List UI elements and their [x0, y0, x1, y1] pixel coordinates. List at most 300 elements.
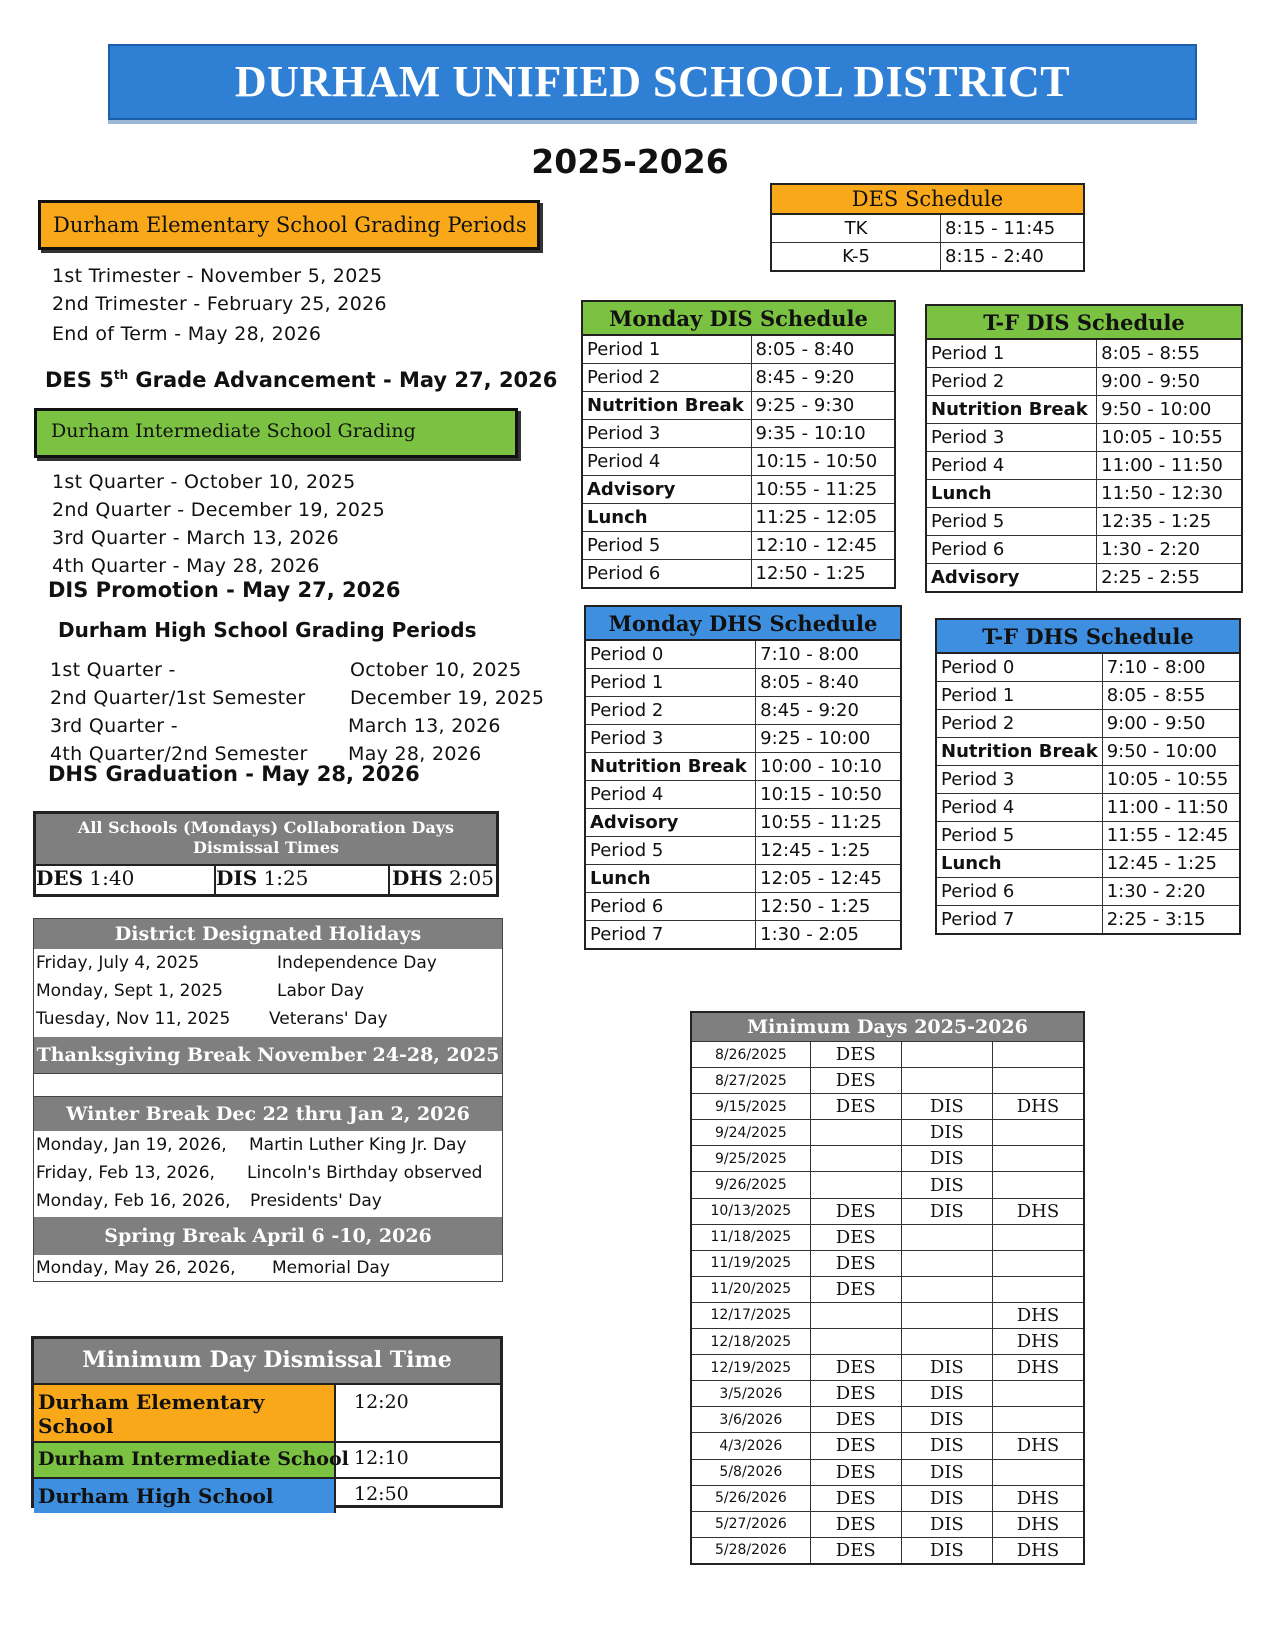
schedule-label: Period 0 [936, 653, 1102, 682]
dhs-grading-item [50, 712, 540, 740]
des-grading-item: 2nd Trimester - February 25, 2026 [52, 293, 387, 315]
minimum-day-school: DES [810, 1459, 901, 1485]
minimum-day-date: 10/13/2025 [691, 1198, 810, 1224]
minimum-day-school [992, 1381, 1084, 1407]
schedule-row [936, 850, 1240, 878]
schedule-label: Period 1 [582, 335, 751, 364]
minimum-day-date: 8/27/2025 [691, 1068, 810, 1094]
schedule-row [582, 392, 895, 420]
minimum-day-row [691, 1224, 1084, 1250]
schedule-label: Period 5 [936, 822, 1102, 850]
minimum-day-date: 11/19/2025 [691, 1250, 810, 1276]
schedule-time: 12:50 - 1:25 [751, 560, 895, 589]
holiday-name: Presidents' Day [250, 1191, 382, 1211]
minimum-day-school: DHS [992, 1094, 1084, 1120]
minimum-day-school [992, 1250, 1084, 1276]
minimum-day-row [691, 1094, 1084, 1120]
collab-dhs-time: 2:05 [449, 866, 494, 890]
schedule-row [582, 476, 895, 504]
holiday-row [34, 1131, 502, 1159]
schedule-label: Period 5 [582, 532, 751, 560]
minimum-day-row [691, 1329, 1084, 1355]
minimum-day-school [992, 1276, 1084, 1302]
dhs-grading-label: 4th Quarter/2nd Semester [50, 743, 308, 765]
schedule-time: 11:25 - 12:05 [751, 504, 895, 532]
minimum-day-row [691, 1120, 1084, 1146]
minimum-day-school [810, 1302, 901, 1328]
min-dismissal-row [34, 1385, 500, 1443]
minimum-day-school: DES [810, 1537, 901, 1564]
advancement-suffix: Grade Advancement - May 27, 2026 [128, 368, 558, 392]
school-year: 2025-2026 [531, 142, 729, 181]
minimum-day-school: DES [810, 1198, 901, 1224]
schedule-time: 9:35 - 10:10 [751, 420, 895, 448]
schedule-row [936, 906, 1240, 935]
schedule-label: Period 2 [926, 368, 1097, 396]
schedule-row [582, 504, 895, 532]
minimum-day-school: DES [810, 1407, 901, 1433]
schedule-label: Lunch [582, 504, 751, 532]
schedule-time: 10:55 - 11:25 [756, 809, 901, 837]
minimum-day-school: DES [810, 1485, 901, 1511]
minimum-day-date: 12/18/2025 [691, 1329, 810, 1355]
minimum-day-row [691, 1068, 1084, 1094]
minimum-day-school [992, 1172, 1084, 1198]
minimum-day-date: 9/26/2025 [691, 1172, 810, 1198]
schedule-time: 9:00 - 9:50 [1102, 710, 1240, 738]
minimum-day-row [691, 1276, 1084, 1302]
schedule-row [936, 653, 1240, 682]
minimum-day-school: DHS [992, 1329, 1084, 1355]
schedule-row [926, 339, 1242, 368]
schedule-label: Advisory [582, 476, 751, 504]
minimum-day-school: DIS [901, 1198, 992, 1224]
minimum-day-date: 12/17/2025 [691, 1302, 810, 1328]
schedule-label: Period 6 [936, 878, 1102, 906]
schedule-label: Period 6 [585, 893, 756, 921]
min-dismissal-title: Minimum Day Dismissal Time [34, 1339, 500, 1385]
minimum-day-school: DIS [901, 1120, 992, 1146]
schedule-label: Nutrition Break [582, 392, 751, 420]
schedule-label: Period 7 [585, 921, 756, 950]
winter-break: Winter Break Dec 22 thru Jan 2, 2026 [34, 1097, 502, 1131]
schedule-row [582, 364, 895, 392]
minimum-day-school: DIS [901, 1355, 992, 1381]
tf-dis-title: T-F DIS Schedule [926, 305, 1242, 339]
schedule-row [936, 682, 1240, 710]
schedule-row [936, 738, 1240, 766]
minimum-day-school [992, 1042, 1084, 1068]
schedule-row [585, 725, 901, 753]
min-dismissal-row [34, 1443, 500, 1479]
minimum-day-school: DIS [901, 1381, 992, 1407]
minimum-day-school [992, 1120, 1084, 1146]
schedule-time: 12:10 - 12:45 [751, 532, 895, 560]
minimum-day-school: DES [810, 1250, 901, 1276]
schedule-row [585, 837, 901, 865]
minimum-day-school [901, 1068, 992, 1094]
min-dismissal-row [34, 1479, 500, 1513]
minimum-day-date: 3/6/2026 [691, 1407, 810, 1433]
dhs-grading-list [50, 656, 545, 768]
collab-des-label: DES [36, 866, 84, 890]
min-dismissal-box [31, 1336, 503, 1508]
minimum-day-school [992, 1459, 1084, 1485]
schedule-row [926, 424, 1242, 452]
schedule-label: Advisory [926, 564, 1097, 593]
advancement-sup: th [113, 368, 129, 382]
schedule-time: 7:10 - 8:00 [1102, 653, 1240, 682]
schedule-label: Period 4 [585, 781, 756, 809]
schedule-row [585, 781, 901, 809]
schedule-row [936, 766, 1240, 794]
schedule-label: Period 4 [582, 448, 751, 476]
minimum-day-school: DHS [992, 1485, 1084, 1511]
minimum-day-school [901, 1250, 992, 1276]
minimum-day-school: DHS [992, 1302, 1084, 1328]
holidays-title: District Designated Holidays [34, 919, 502, 949]
dhs-grading-date: May 28, 2026 [348, 743, 482, 765]
schedule-label: Period 2 [585, 697, 756, 725]
schedule-label: Period 2 [936, 710, 1102, 738]
schedule-time: 12:45 - 1:25 [756, 837, 901, 865]
holiday-name: Martin Luther King Jr. Day [249, 1135, 467, 1155]
minimum-day-school: DHS [992, 1537, 1084, 1564]
minimum-day-date: 11/20/2025 [691, 1276, 810, 1302]
schedule-time: 9:25 - 9:30 [751, 392, 895, 420]
schedule-row [585, 893, 901, 921]
minimum-day-school: DIS [901, 1094, 992, 1120]
schedule-label: Period 3 [582, 420, 751, 448]
minimum-day-row [691, 1198, 1084, 1224]
schedule-time: 11:00 - 11:50 [1097, 452, 1242, 480]
schedule-row [582, 335, 895, 364]
minimum-day-row [691, 1146, 1084, 1172]
minimum-day-date: 8/26/2025 [691, 1042, 810, 1068]
schedule-time: 7:10 - 8:00 [756, 640, 901, 669]
schedule-row [585, 640, 901, 669]
schedule-time: 1:30 - 2:20 [1097, 536, 1242, 564]
des-advancement [45, 368, 557, 392]
min-dismissal-school: Durham Intermediate School [34, 1443, 336, 1477]
minimum-day-date: 9/25/2025 [691, 1146, 810, 1172]
minimum-day-row [691, 1250, 1084, 1276]
des-grading-title: Durham Elementary School Grading Periods [53, 213, 527, 237]
holiday-name: Memorial Day [272, 1258, 390, 1278]
minimum-day-school: DIS [901, 1433, 992, 1459]
dis-grading-item: 2nd Quarter - December 19, 2025 [52, 499, 386, 521]
schedule-time: 8:05 - 8:55 [1097, 339, 1242, 368]
des-grading-header [38, 200, 540, 250]
dhs-grading-date: March 13, 2026 [348, 715, 501, 737]
minimum-day-school [992, 1068, 1084, 1094]
minimum-day-date: 5/27/2026 [691, 1511, 810, 1537]
schedule-row [926, 480, 1242, 508]
collab-des-time: 1:40 [89, 866, 135, 890]
schedule-time: 2:25 - 2:55 [1097, 564, 1242, 593]
schedule-row [585, 809, 901, 837]
holidays-box [33, 918, 503, 1282]
schedule-time: 10:55 - 11:25 [751, 476, 895, 504]
minimum-day-row [691, 1459, 1084, 1485]
minimum-day-row [691, 1381, 1084, 1407]
schedule-row [582, 532, 895, 560]
schedule-label: Period 1 [926, 339, 1097, 368]
dhs-grading-label: 2nd Quarter/1st Semester [50, 687, 306, 709]
schedule-label: Nutrition Break [926, 396, 1097, 424]
schedule-row [926, 536, 1242, 564]
tf-dhs-schedule-table [935, 618, 1241, 935]
minimum-days-table [690, 1011, 1085, 1565]
min-dismissal-school: Durham High School [34, 1479, 336, 1513]
schedule-time: 8:05 - 8:40 [756, 669, 901, 697]
minimum-day-school [992, 1146, 1084, 1172]
minimum-day-school [901, 1329, 992, 1355]
minimum-day-school: DIS [901, 1407, 992, 1433]
minimum-day-row [691, 1172, 1084, 1198]
schedule-time: 12:50 - 1:25 [756, 893, 901, 921]
holiday-date: Tuesday, Nov 11, 2025 [36, 1009, 231, 1029]
advancement-prefix: DES 5 [45, 368, 114, 392]
minimum-day-row [691, 1485, 1084, 1511]
schedule-time: 11:55 - 12:45 [1102, 822, 1240, 850]
schedule-time: 10:05 - 10:55 [1097, 424, 1242, 452]
minimum-day-school: DES [810, 1068, 901, 1094]
tf-dhs-title: T-F DHS Schedule [936, 619, 1240, 653]
minimum-day-date: 5/28/2026 [691, 1537, 810, 1564]
schedule-row [585, 921, 901, 950]
holiday-date: Monday, May 26, 2026, [36, 1258, 236, 1278]
thanksgiving-break: Thanksgiving Break November 24-28, 2025 [34, 1037, 502, 1073]
district-title: DURHAM UNIFIED SCHOOL DISTRICT [234, 57, 1071, 106]
schedule-row [926, 368, 1242, 396]
schedule-time: 8:15 - 2:40 [941, 243, 1085, 272]
schedule-row [585, 865, 901, 893]
collab-dhs-label: DHS [392, 866, 443, 890]
schedule-row [936, 822, 1240, 850]
holiday-date: Monday, Feb 16, 2026, [36, 1191, 231, 1211]
collab-dhs [392, 866, 496, 896]
min-dismissal-school: Durham Elementary School [34, 1385, 336, 1441]
minimum-day-school [810, 1329, 901, 1355]
schedule-label: Period 7 [936, 906, 1102, 935]
minimum-day-school: DIS [901, 1537, 992, 1564]
schedule-time: 8:45 - 9:20 [751, 364, 895, 392]
schedule-row [585, 669, 901, 697]
dis-grading-item: 3rd Quarter - March 13, 2026 [52, 527, 339, 549]
holiday-date: Friday, July 4, 2025 [36, 953, 200, 973]
dhs-grading-label: 3rd Quarter - [50, 715, 178, 737]
minimum-day-date: 5/26/2026 [691, 1485, 810, 1511]
des-grading-item: End of Term - May 28, 2026 [52, 323, 322, 345]
holiday-row [34, 1005, 502, 1037]
collab-dis-label: DIS [216, 866, 258, 890]
schedule-label: Lunch [585, 865, 756, 893]
schedule-label: Period 4 [926, 452, 1097, 480]
minimum-day-row [691, 1433, 1084, 1459]
minimum-day-school [901, 1224, 992, 1250]
minimum-day-school: DIS [901, 1511, 992, 1537]
schedule-label: Period 4 [936, 794, 1102, 822]
schedule-row [926, 452, 1242, 480]
schedule-row [926, 396, 1242, 424]
schedule-label: TK [771, 214, 941, 243]
collab-dis [216, 866, 390, 896]
schedule-time: 9:50 - 10:00 [1097, 396, 1242, 424]
schedule-time: 12:45 - 1:25 [1102, 850, 1240, 878]
minimum-day-row [691, 1355, 1084, 1381]
minimum-day-school: DIS [901, 1172, 992, 1198]
schedule-time: 8:05 - 8:55 [1102, 682, 1240, 710]
minimum-day-school: DHS [992, 1511, 1084, 1537]
schedule-time: 2:25 - 3:15 [1102, 906, 1240, 935]
dis-grading-list [52, 468, 385, 580]
holiday-name: Veterans' Day [269, 1009, 388, 1029]
holiday-date: Monday, Jan 19, 2026, [36, 1135, 227, 1155]
schedule-row [936, 710, 1240, 738]
minimum-day-school: DES [810, 1094, 901, 1120]
schedule-label: Period 1 [936, 682, 1102, 710]
schedule-label: Period 0 [585, 640, 756, 669]
dhs-grading-label: 1st Quarter - [50, 659, 176, 681]
minimum-day-school: DHS [992, 1433, 1084, 1459]
des-schedule-title: DES Schedule [771, 184, 1084, 214]
min-dismissal-time: 12:20 [354, 1391, 409, 1413]
schedule-time: 10:15 - 10:50 [756, 781, 901, 809]
minimum-day-date: 4/3/2026 [691, 1433, 810, 1459]
holiday-name: Lincoln's Birthday observed [247, 1163, 483, 1183]
collab-dis-time: 1:25 [263, 866, 309, 890]
dis-grading-title: Durham Intermediate School Grading [51, 420, 416, 442]
schedule-row [926, 564, 1242, 593]
holiday-row [34, 1187, 502, 1217]
minimum-day-row [691, 1537, 1084, 1564]
dis-grading-item: 1st Quarter - October 10, 2025 [52, 471, 356, 493]
minimum-day-row [691, 1042, 1084, 1068]
schedule-label: K-5 [771, 243, 941, 272]
dhs-grading-item [50, 656, 540, 684]
minimum-day-school [901, 1042, 992, 1068]
schedule-time: 8:15 - 11:45 [941, 214, 1085, 243]
schedule-row [585, 753, 901, 781]
minimum-day-date: 11/18/2025 [691, 1224, 810, 1250]
schedule-row [936, 794, 1240, 822]
monday-dhs-title: Monday DHS Schedule [585, 606, 901, 640]
holiday-name: Labor Day [277, 981, 365, 1001]
holiday-blank-row [34, 1073, 502, 1097]
holiday-row [34, 1255, 502, 1281]
dhs-grading-title: Durham High School Grading Periods [58, 618, 477, 642]
collaboration-box [33, 811, 499, 897]
schedule-label: Advisory [585, 809, 756, 837]
schedule-label: Period 2 [582, 364, 751, 392]
min-dismissal-time: 12:10 [354, 1447, 409, 1469]
minimum-day-school [901, 1302, 992, 1328]
schedule-time: 12:35 - 1:25 [1097, 508, 1242, 536]
schedule-time: 11:00 - 11:50 [1102, 794, 1240, 822]
district-banner [108, 44, 1197, 120]
schedule-label: Lunch [936, 850, 1102, 878]
schedule-label: Period 3 [936, 766, 1102, 794]
monday-dis-title: Monday DIS Schedule [582, 301, 895, 335]
dhs-grading-date: December 19, 2025 [350, 687, 545, 709]
minimum-day-school: DES [810, 1381, 901, 1407]
schedule-time: 1:30 - 2:20 [1102, 878, 1240, 906]
schedule-time: 9:50 - 10:00 [1102, 738, 1240, 766]
holiday-row [34, 977, 502, 1005]
schedule-label: Lunch [926, 480, 1097, 508]
dis-grading-header [34, 408, 518, 458]
dis-promotion: DIS Promotion - May 27, 2026 [48, 578, 401, 602]
holiday-date: Friday, Feb 13, 2026, [36, 1163, 215, 1183]
minimum-day-date: 3/5/2026 [691, 1381, 810, 1407]
holiday-name: Independence Day [277, 953, 437, 973]
schedule-time: 12:05 - 12:45 [756, 865, 901, 893]
schedule-time: 9:00 - 9:50 [1097, 368, 1242, 396]
schedule-time: 8:05 - 8:40 [751, 335, 895, 364]
schedule-label: Period 3 [926, 424, 1097, 452]
schedule-label: Period 6 [582, 560, 751, 589]
schedule-row [582, 560, 895, 589]
minimum-day-school: DIS [901, 1485, 992, 1511]
minimum-day-school [992, 1407, 1084, 1433]
schedule-time: 9:25 - 10:00 [756, 725, 901, 753]
schedule-label: Period 5 [926, 508, 1097, 536]
minimum-day-date: 9/24/2025 [691, 1120, 810, 1146]
schedule-row [585, 697, 901, 725]
schedule-label: Nutrition Break [936, 738, 1102, 766]
minimum-day-school [992, 1224, 1084, 1250]
schedule-label: Period 5 [585, 837, 756, 865]
holiday-row [34, 949, 502, 977]
minimum-days-title: Minimum Days 2025-2026 [691, 1012, 1084, 1042]
minimum-day-school: DES [810, 1433, 901, 1459]
minimum-day-row [691, 1511, 1084, 1537]
minimum-day-school: DES [810, 1511, 901, 1537]
monday-dis-schedule-table [581, 300, 896, 589]
collab-des [36, 866, 216, 896]
schedule-row [936, 878, 1240, 906]
dis-grading-item: 4th Quarter - May 28, 2026 [52, 555, 320, 577]
schedule-label: Nutrition Break [585, 753, 756, 781]
minimum-day-school: DES [810, 1042, 901, 1068]
minimum-day-date: 5/8/2026 [691, 1459, 810, 1485]
minimum-day-school: DHS [992, 1355, 1084, 1381]
schedule-row [582, 420, 895, 448]
minimum-day-row [691, 1302, 1084, 1328]
des-schedule-table [770, 183, 1085, 272]
schedule-time: 8:45 - 9:20 [756, 697, 901, 725]
spring-break: Spring Break April 6 -10, 2026 [34, 1217, 502, 1255]
dhs-graduation: DHS Graduation - May 28, 2026 [48, 762, 420, 786]
schedule-time: 10:15 - 10:50 [751, 448, 895, 476]
minimum-day-school [810, 1146, 901, 1172]
minimum-day-row [691, 1407, 1084, 1433]
holiday-row [34, 1159, 502, 1187]
des-grading-list [52, 262, 387, 348]
schedule-label: Period 6 [926, 536, 1097, 564]
minimum-day-school [810, 1120, 901, 1146]
minimum-day-school: DES [810, 1355, 901, 1381]
tf-dis-schedule-table [925, 304, 1243, 593]
minimum-day-school [810, 1172, 901, 1198]
holiday-date: Monday, Sept 1, 2025 [36, 981, 223, 1001]
schedule-time: 10:00 - 10:10 [756, 753, 901, 781]
schedule-row [582, 448, 895, 476]
schedule-time: 11:50 - 12:30 [1097, 480, 1242, 508]
schedule-time: 1:30 - 2:05 [756, 921, 901, 950]
schedule-label: Period 1 [585, 669, 756, 697]
